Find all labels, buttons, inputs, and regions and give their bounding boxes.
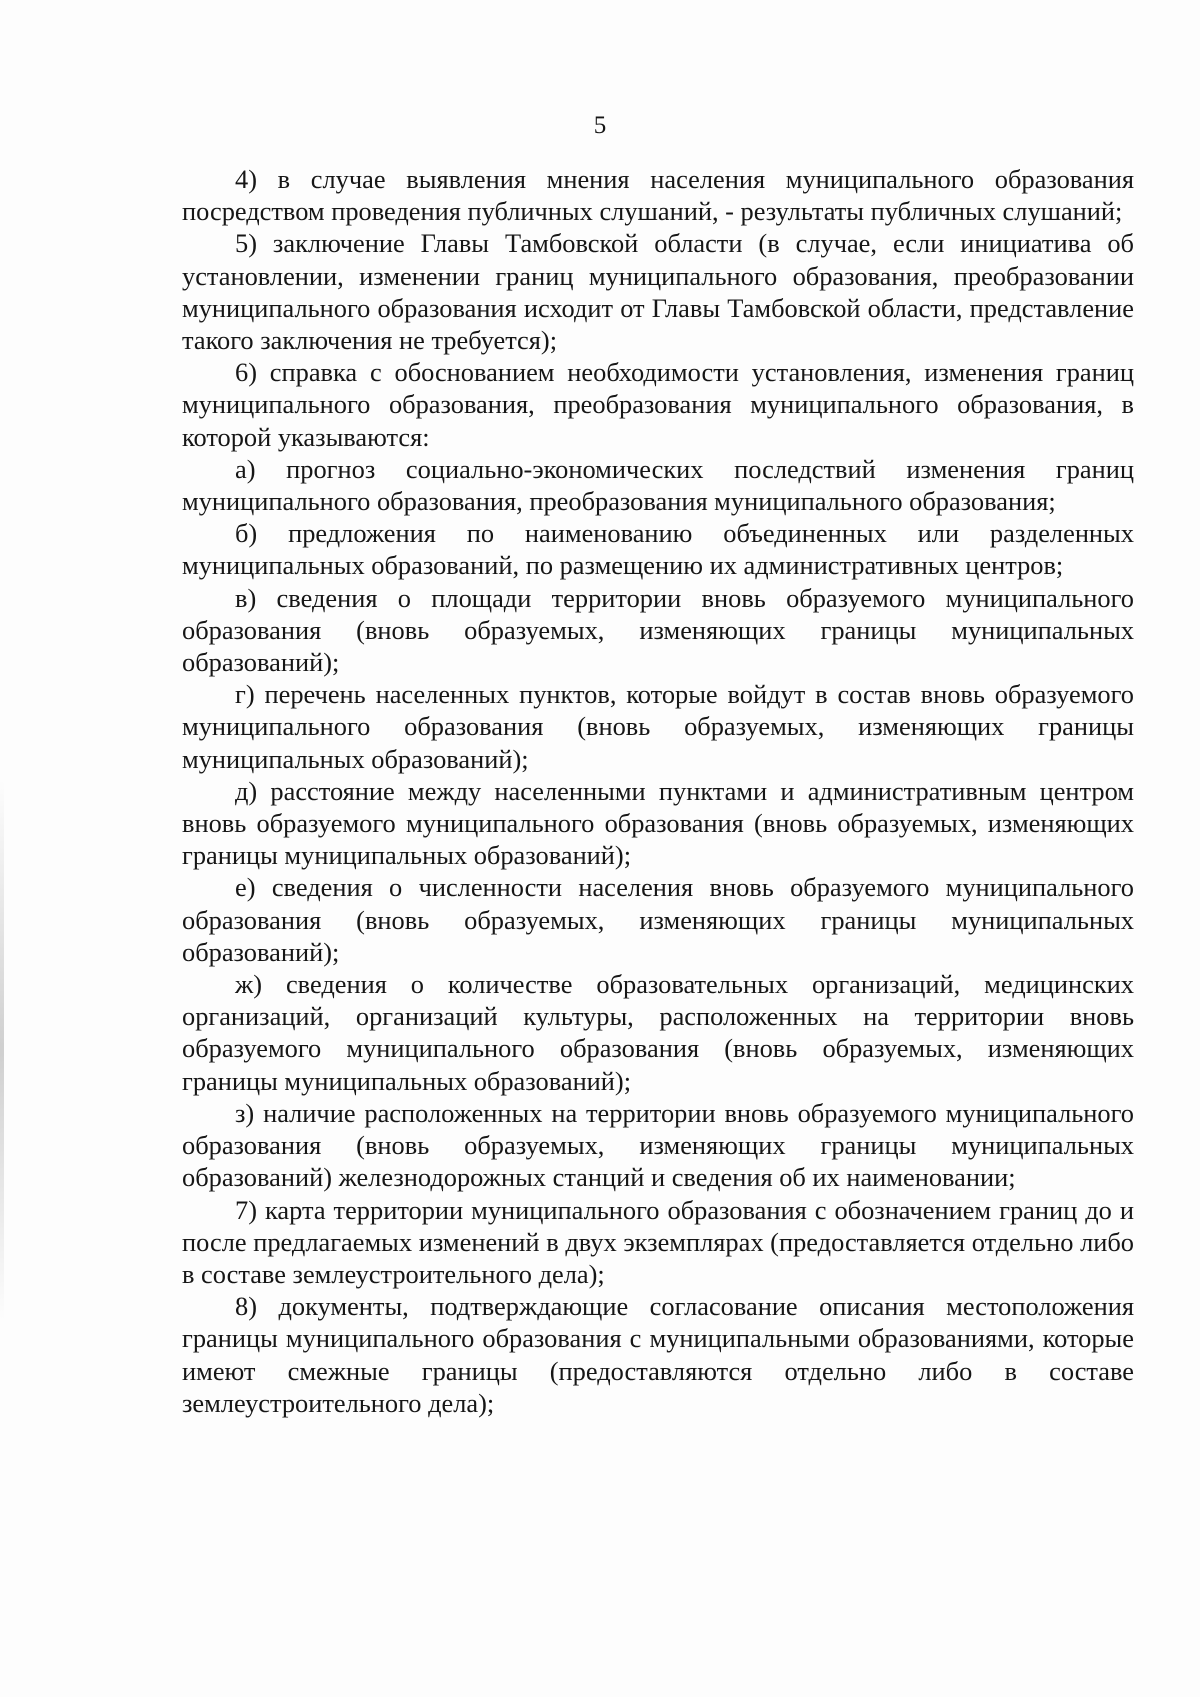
sub-item-z: з) наличие расположенных на территории вновь образуемого муниципального образования (вновь образуемых, изменяющих границы муниципальных образований) железнодорожных станций и сведения об их наименовании; xyxy=(182,1097,1134,1193)
document-body xyxy=(182,163,1134,1419)
sub-item-d: д) расстояние между населенными пунктами и административным центром вновь образуемого муниципального образования (вновь образуемых, изменяющих границы муниципальных образований); xyxy=(182,775,1134,871)
scan-edge-shadow xyxy=(0,780,4,1320)
list-item-6: 6) справка с обоснованием необходимости установления, изменения границ муниципального образования, преобразования муниципального образования, в которой указываются: xyxy=(182,357,1134,452)
list-item-5: 5) заключение Главы Тамбовской области (в случае, если инициатива об установлении, изменении границ муниципального образования, преобразовании муниципального образования исходит от Главы Тамбовской области, представление такого заключения не требуется); xyxy=(182,228,1134,356)
sub-item-b: б) предложения по наименованию объединенных или разделенных муниципальных образований, по размещению их административных центров; xyxy=(182,518,1134,581)
list-item-8: 8) документы, подтверждающие согласование описания местоположения границы муниципального образования с муниципальными образованиями, которые имеют смежные границы (предоставляются отдельно либо в составе землеустроительного дела); xyxy=(182,1291,1134,1418)
page-number: 5 xyxy=(593,112,607,139)
list-item-4: 4) в случае выявления мнения населения муниципального образования посредством проведения публичных слушаний, - результаты публичных слушаний; xyxy=(182,164,1134,227)
sub-item-zh: ж) сведения о количестве образовательных организаций, медицинских организаций, организаций культуры, расположенных на территории вновь образуемого муниципального образования (вновь образуемых, изменяющих границы муниципальных образований); xyxy=(182,969,1134,1096)
list-item-7: 7) карта территории муниципального образования с обозначением границ до и после предлагаемых изменений в двух экземплярах (предоставляется отдельно либо в составе землеустроительного дела); xyxy=(182,1194,1134,1289)
sub-item-g: г) перечень населенных пунктов, которые войдут в состав вновь образуемого муниципального образования (вновь образуемых, изменяющих границы муниципальных образований); xyxy=(182,679,1134,774)
sub-item-v: в) сведения о площади территории вновь образуемого муниципального образования (вновь образуемых, изменяющих границы муниципальных образований); xyxy=(182,582,1134,678)
sub-item-a: а) прогноз социально-экономических последствий изменения границ муниципального образования, преобразования муниципального образования; xyxy=(182,453,1134,517)
sub-item-e: е) сведения о численности населения вновь образуемого муниципального образования (вновь образуемых, изменяющих границы муниципальных образований); xyxy=(182,872,1134,967)
